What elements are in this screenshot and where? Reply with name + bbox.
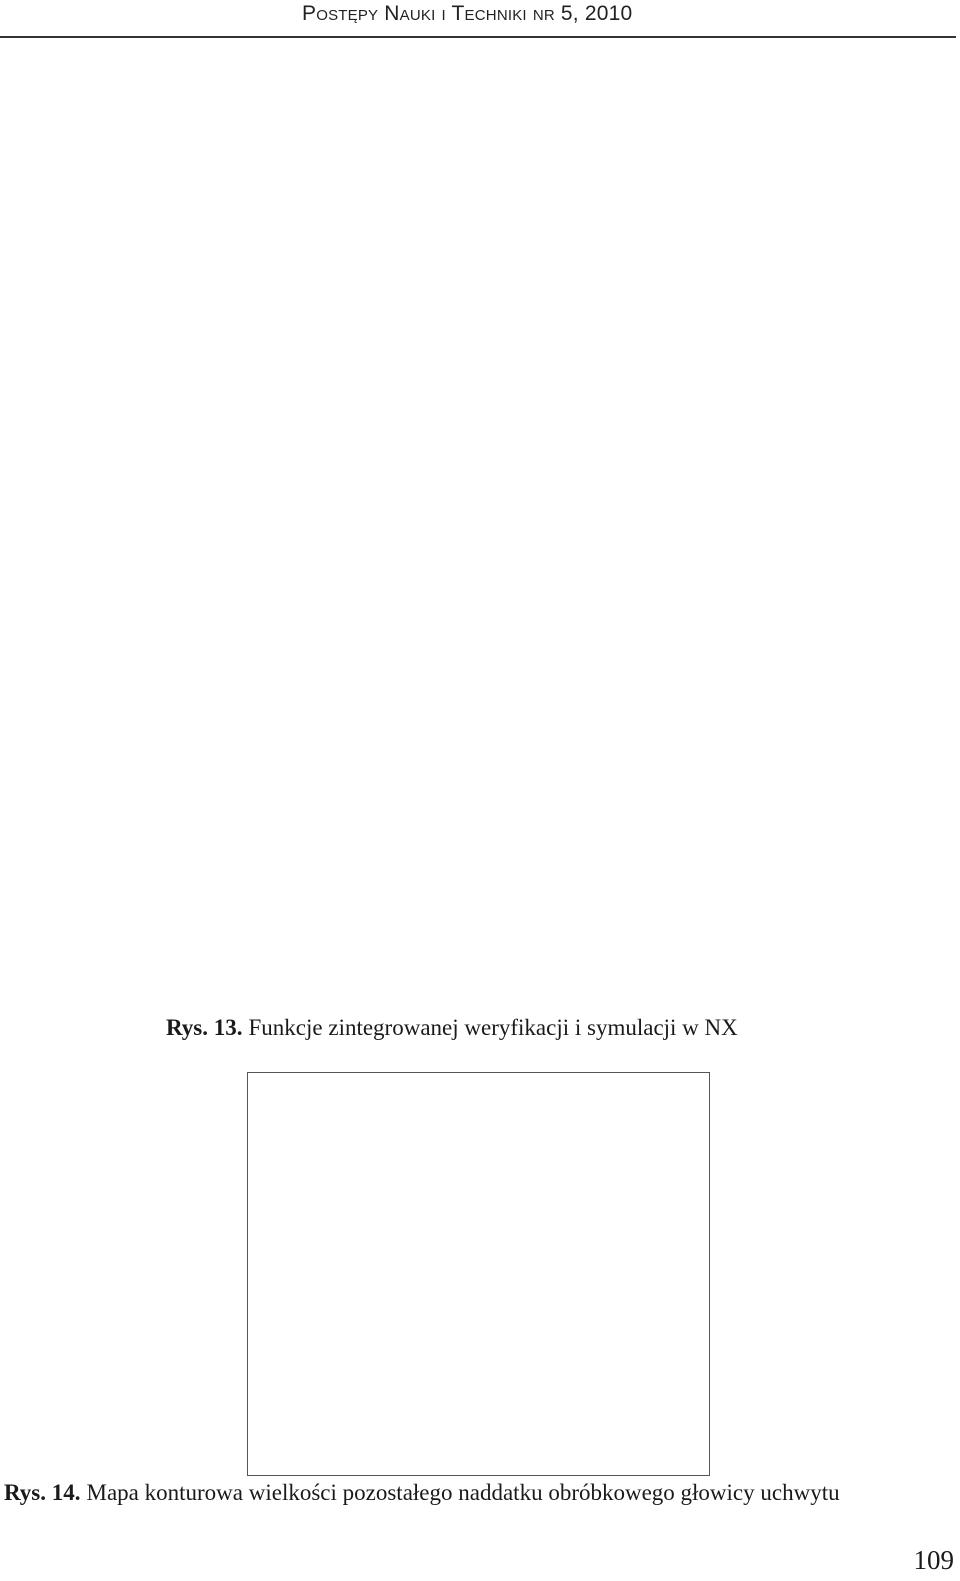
figure-13-image	[0, 40, 956, 1000]
running-header	[0, 0, 956, 38]
journal-title: Postępy Nauki i Techniki nr 5, 2010	[302, 2, 633, 25]
figure-14-caption	[4, 1480, 840, 1506]
figure-14-image	[247, 1072, 710, 1476]
figure-14-number: Rys. 14.	[4, 1480, 81, 1505]
figure-13-caption	[166, 1015, 738, 1041]
figure-14-caption-text: Mapa konturowa wielkości pozostałego naddatku obróbkowego głowicy uchwytu	[86, 1480, 840, 1505]
figure-13-number: Rys. 13.	[166, 1015, 243, 1040]
page-number: 109	[913, 1545, 954, 1575]
figure-13-caption-text: Funkcje zintegrowanej weryfikacji i symulacji w NX	[248, 1015, 738, 1040]
